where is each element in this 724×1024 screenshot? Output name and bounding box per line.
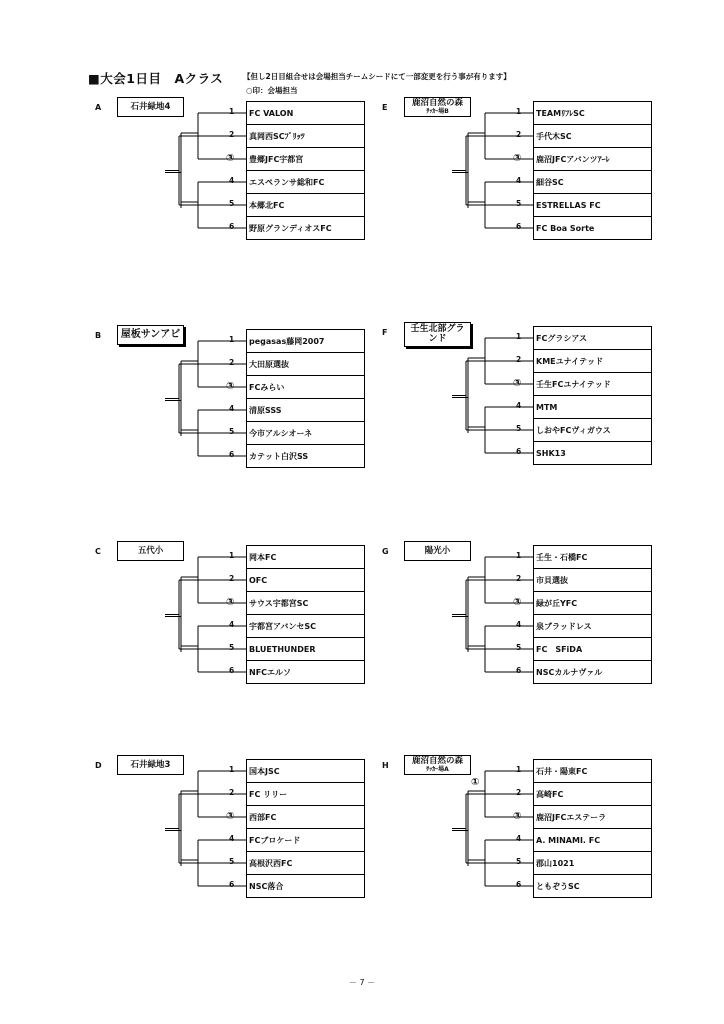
- venue-name: 石井緑地3: [130, 759, 171, 770]
- venue-name: 五代小: [137, 545, 164, 556]
- team-number: 5: [516, 199, 522, 208]
- team-number: 2: [516, 355, 522, 364]
- team-cell: 壬生・石橋FC: [533, 545, 652, 569]
- team-number: 1: [516, 332, 522, 341]
- team-number: ③: [513, 378, 522, 389]
- venue-name: 鹿沼自然の森: [411, 98, 463, 109]
- team-number: 2: [229, 358, 235, 367]
- team-number: 2: [229, 574, 235, 583]
- team-list: [246, 329, 365, 468]
- team-cell: BLUETHUNDER: [246, 637, 365, 661]
- group-a: [95, 97, 395, 257]
- team-cell: 野原グランディオスFC: [246, 216, 365, 240]
- team-list: [533, 101, 652, 240]
- team-cell: A. MINAMI. FC: [533, 828, 652, 852]
- team-number: 2: [516, 788, 522, 797]
- team-cell: 西部FC: [246, 805, 365, 829]
- group-f: [382, 322, 682, 482]
- venue-name: 鹿沼自然の森: [411, 756, 463, 767]
- team-number: 1: [516, 107, 522, 116]
- group-label: B: [95, 331, 102, 340]
- team-number: 2: [229, 788, 235, 797]
- team-cell: 高根沢西FC: [246, 851, 365, 875]
- team-number: ③: [513, 597, 522, 608]
- bracket-lines: [448, 755, 538, 915]
- team-cell: FC リリー: [246, 782, 365, 806]
- team-cell: 鹿沼JFCアバンツｱｰﾚ: [533, 147, 652, 171]
- group-label: G: [382, 547, 389, 556]
- group-d: [95, 755, 395, 915]
- team-cell: FCブロケード: [246, 828, 365, 852]
- team-number: 5: [229, 427, 235, 436]
- team-number: 1: [229, 107, 235, 116]
- host-mark: ①: [471, 777, 480, 788]
- team-cell: 壬生FCユナイテッド: [533, 372, 652, 396]
- team-cell: OFC: [246, 568, 365, 592]
- team-cell: 清原SSS: [246, 398, 365, 422]
- group-label: H: [382, 761, 389, 770]
- team-cell: pegasas藤岡2007: [246, 329, 365, 353]
- team-cell: 国本JSC: [246, 759, 365, 783]
- team-cell: ESTRELLAS FC: [533, 193, 652, 217]
- team-cell: FC SFiDA: [533, 637, 652, 661]
- team-number: 6: [516, 447, 522, 456]
- group-c: [95, 541, 395, 701]
- team-cell: サウス宇都宮SC: [246, 591, 365, 615]
- team-cell: FCみらい: [246, 375, 365, 399]
- page-number: － 7 －: [348, 978, 376, 987]
- venue-host-note: ○印：会場担当: [246, 86, 298, 95]
- bracket-lines: [161, 325, 251, 485]
- team-list: [246, 101, 365, 240]
- team-cell: 泉ブラッドレス: [533, 614, 652, 638]
- team-number: ③: [513, 153, 522, 164]
- team-cell: TEAMﾘﾌﾚSC: [533, 101, 652, 125]
- team-number: 4: [516, 620, 522, 629]
- venue-subname: ｻｯｶｰ場B: [426, 107, 449, 115]
- team-number: 4: [229, 834, 235, 843]
- team-number: 5: [516, 643, 522, 652]
- team-cell: 今市アルシオーネ: [246, 421, 365, 445]
- team-number: 6: [229, 880, 235, 889]
- team-cell: 豊郷JFC宇都宮: [246, 147, 365, 171]
- team-number: ③: [226, 381, 235, 392]
- team-cell: 市貝選抜: [533, 568, 652, 592]
- bracket-lines: [448, 541, 538, 701]
- team-cell: SHK13: [533, 441, 652, 465]
- bracket-lines: [161, 755, 251, 915]
- team-cell: エスペランサ総和FC: [246, 170, 365, 194]
- team-cell: 細谷SC: [533, 170, 652, 194]
- team-cell: 石井・陽東FC: [533, 759, 652, 783]
- team-list: [533, 759, 652, 898]
- team-cell: ともぞうSC: [533, 874, 652, 898]
- team-cell: カテット白沢SS: [246, 444, 365, 468]
- group-label: E: [382, 103, 388, 112]
- team-number: 1: [229, 551, 235, 560]
- team-number: 2: [516, 130, 522, 139]
- team-number: 4: [516, 401, 522, 410]
- team-number: 4: [516, 176, 522, 185]
- team-number: 6: [229, 450, 235, 459]
- team-cell: FCグラシアス: [533, 326, 652, 350]
- venue-name: 石井緑地4: [130, 101, 171, 112]
- team-cell: FC VALON: [246, 101, 365, 125]
- team-number: 5: [516, 857, 522, 866]
- team-cell: NFCエルソ: [246, 660, 365, 684]
- team-cell: 郡山1021: [533, 851, 652, 875]
- group-label: C: [95, 547, 101, 556]
- team-list: [533, 326, 652, 465]
- team-number: ③: [226, 597, 235, 608]
- group-label: D: [95, 761, 102, 770]
- team-cell: 岡本FC: [246, 545, 365, 569]
- team-number: 4: [516, 834, 522, 843]
- group-b: [95, 325, 395, 485]
- group-label: F: [382, 328, 388, 337]
- team-list: [533, 545, 652, 684]
- team-number: 1: [229, 765, 235, 774]
- team-cell: KMEユナイテッド: [533, 349, 652, 373]
- venue-name: 陽光小: [424, 545, 451, 556]
- team-cell: 高崎FC: [533, 782, 652, 806]
- bracket-lines: [161, 97, 251, 257]
- team-number: 5: [229, 199, 235, 208]
- team-number: 4: [229, 620, 235, 629]
- team-number: ③: [226, 153, 235, 164]
- team-cell: MTM: [533, 395, 652, 419]
- team-number: 1: [516, 551, 522, 560]
- team-cell: NSC落合: [246, 874, 365, 898]
- team-cell: 緑が丘YFC: [533, 591, 652, 615]
- team-list: [246, 759, 365, 898]
- team-cell: 真岡西SCﾌﾞﾘｯﾂ: [246, 124, 365, 148]
- venue-name: 屋板サンアビ: [120, 329, 181, 340]
- group-e: [382, 97, 682, 257]
- team-number: ③: [513, 811, 522, 822]
- page-title: ■大会1日目 Aクラス: [88, 71, 224, 86]
- team-number: 6: [516, 880, 522, 889]
- group-g: [382, 541, 682, 701]
- bracket-lines: [161, 541, 251, 701]
- team-number: 6: [229, 222, 235, 231]
- team-number: 5: [229, 643, 235, 652]
- bracket-lines: [448, 97, 538, 257]
- group-label: A: [95, 103, 102, 112]
- team-cell: 宇都宮アバンセSC: [246, 614, 365, 638]
- venue-name: 壬生北部グラ: [410, 323, 465, 334]
- venue-subname: ｻｯｶｰ場A: [426, 765, 449, 773]
- bracket-lines: [448, 322, 538, 482]
- team-cell: FC Boa Sorte: [533, 216, 652, 240]
- team-number: 5: [516, 424, 522, 433]
- team-number: 6: [516, 666, 522, 675]
- group-h: [382, 755, 682, 915]
- team-number: 6: [516, 222, 522, 231]
- team-number: 1: [229, 335, 235, 344]
- team-number: 1: [516, 765, 522, 774]
- team-list: [246, 545, 365, 684]
- team-cell: 本郷北FC: [246, 193, 365, 217]
- venue-subname: ンド: [428, 333, 447, 344]
- team-number: 5: [229, 857, 235, 866]
- team-cell: 手代木SC: [533, 124, 652, 148]
- team-cell: NSCカルナヴァル: [533, 660, 652, 684]
- team-cell: 鹿沼JFCエステーラ: [533, 805, 652, 829]
- team-number: 4: [229, 404, 235, 413]
- team-number: 2: [516, 574, 522, 583]
- team-cell: 大田原選抜: [246, 352, 365, 376]
- team-number: 6: [229, 666, 235, 675]
- team-number: 4: [229, 176, 235, 185]
- team-number: 2: [229, 130, 235, 139]
- team-number: ③: [226, 811, 235, 822]
- team-cell: しおやFCヴィガウス: [533, 418, 652, 442]
- schedule-note: 【但し2日目組合せは会場担当チームシードにて一部変更を行う事が有ります】: [243, 72, 511, 81]
